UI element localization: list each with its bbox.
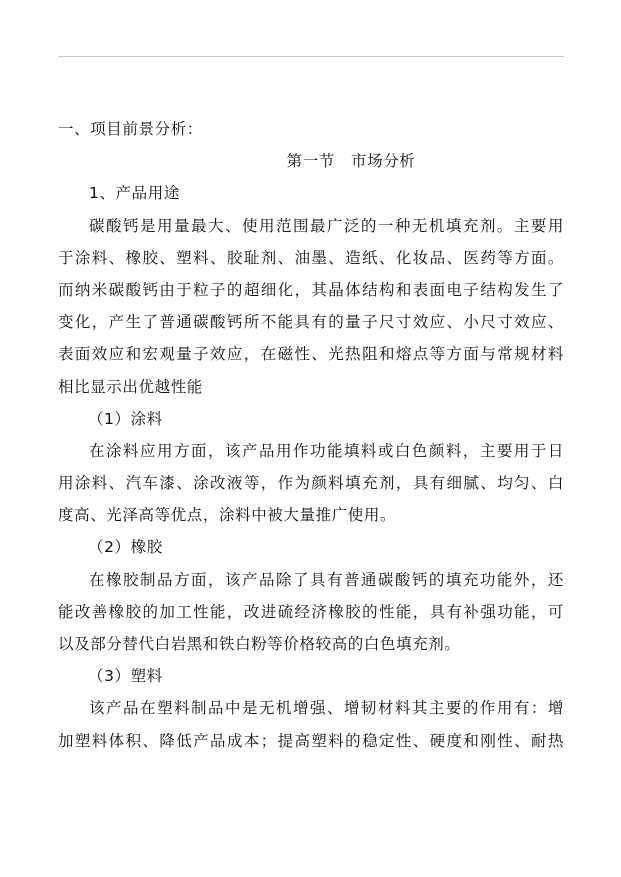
paragraph-line: 用涂料、汽车漆、涂改液等，作为颜料填充剂，具有细腻、均匀、白 xyxy=(58,474,564,493)
subheading-product-use: 1、产品用途 xyxy=(89,184,180,203)
paragraph-line: 碳酸钙是用量最大、使用范围最广泛的一种无机填充剂。主要用 xyxy=(89,216,564,235)
paragraph-line: 而纳米碳酸钙由于粒子的超细化，其晶体结构和表面电子结构发生了 xyxy=(58,280,564,299)
paragraph-line: 能改善橡胶的加工性能，改进硫经济橡胶的性能，具有补强功能，可 xyxy=(58,602,564,621)
paragraph-line: 以及部分替代白岩黑和铁白粉等价格较高的白色填充剂。 xyxy=(58,635,461,653)
paragraph-line: 加塑料体积、降低产品成本；提高塑料的稳定性、硬度和刚性、耐热 xyxy=(58,731,564,750)
paragraph-line: 于涂料、橡胶、塑料、胶耻剂、油墨、造纸、化妆品、医药等方面。 xyxy=(58,248,564,267)
document-body xyxy=(58,113,564,757)
paragraph-line: 度高、光泽高等优点，涂料中被大量推广使用。 xyxy=(58,506,397,525)
subheading-rubber: （2）橡胶 xyxy=(88,538,163,557)
subheading-plastic: （3）塑料 xyxy=(88,667,163,686)
paragraph-line: 变化，产生了普通碳酸钙所不能具有的量子尺寸效应、小尺寸效应、 xyxy=(58,313,564,332)
paragraph-line: 表面效应和宏观量子效应，在磁性、光热阻和熔点等方面与常规材料 xyxy=(58,345,564,364)
paragraph-line: 相比显示出优越性能 xyxy=(58,377,203,396)
section-title: 第一节 市场分析 xyxy=(286,152,416,171)
paragraph-line: 在橡胶制品方面，该产品除了具有普通碳酸钙的填充功能外，还 xyxy=(89,570,564,589)
chapter-heading: 一、项目前景分析： xyxy=(58,120,203,138)
paragraph-line: 在涂料应用方面，该产品用作功能填料或白色颜料，主要用于日 xyxy=(89,441,564,460)
header-rule xyxy=(58,56,564,57)
paragraph-line: 该产品在塑料制品中是无机增强、增韧材料其主要的作用有：增 xyxy=(89,699,564,718)
subheading-coating: （1）涂料 xyxy=(88,409,163,428)
